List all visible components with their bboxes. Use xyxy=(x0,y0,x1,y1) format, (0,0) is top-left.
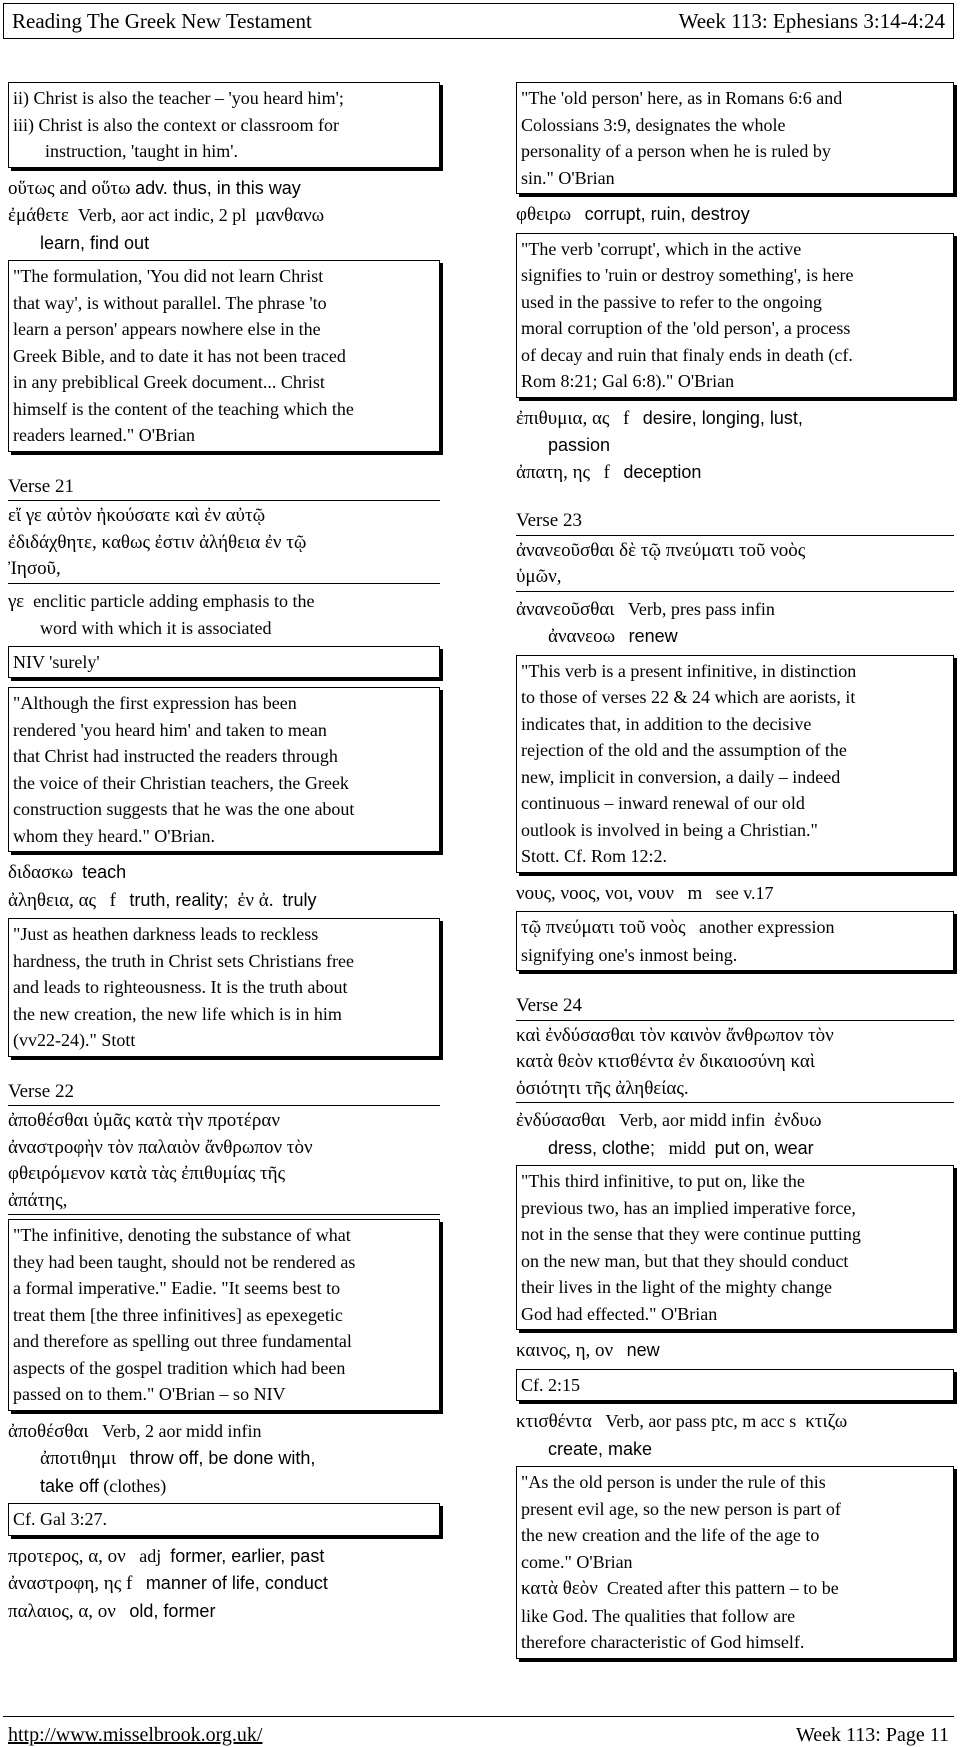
quote-line: like God. The qualities that follow are xyxy=(521,1605,796,1626)
vocab-gloss: desire, longing, lust, xyxy=(642,407,803,428)
vocab-greek: γε xyxy=(8,590,25,612)
vocab-parse: Verb, aor pass ptc, m acc s xyxy=(605,1411,797,1431)
vocab-entry xyxy=(516,1408,954,1436)
vocab-gloss: truth, reality; xyxy=(129,889,229,910)
vocab-greek: καινος, η, ον xyxy=(516,1340,614,1361)
note-line: Cf. 2:15 xyxy=(521,1374,581,1395)
quote-line: therefore characteristic of God himself. xyxy=(521,1632,805,1652)
vocab-gloss: passion xyxy=(548,435,611,455)
vocab-entry xyxy=(516,1135,954,1162)
vocab-entry xyxy=(516,459,954,487)
vocab-pos: f xyxy=(622,407,630,429)
quote-line: himself is the content of the teaching which the xyxy=(13,398,354,419)
note-line: Cf. Gal 3:27. xyxy=(13,1509,107,1529)
vocab-greek: ἀληθεια, ας xyxy=(8,889,97,911)
quote-line: whom they heard." O'Brian. xyxy=(13,825,216,846)
vocab-entry xyxy=(8,859,440,887)
verse-heading: Verse 23 xyxy=(516,508,954,536)
quote-box xyxy=(8,687,440,852)
quote-line: that way', is without parallel. The phrase 'to xyxy=(13,292,327,313)
vocab-entry xyxy=(8,1445,440,1473)
quote-line: that Christ had instructed the readers through xyxy=(13,746,338,766)
vocab-gloss: adv. thus, in this way xyxy=(135,177,301,198)
vocab-lexical: ἀνανεοω xyxy=(548,626,616,647)
quote-box xyxy=(516,82,954,194)
vocab-parse: Verb, aor midd infin xyxy=(619,1110,766,1130)
vocab-gloss: enclitic particle adding emphasis to the xyxy=(33,590,315,611)
vocab-entry xyxy=(8,1473,440,1500)
quote-line: Greek Bible, and to date it has not been traced xyxy=(13,345,346,366)
vocab-entry xyxy=(516,1107,954,1135)
vocab-pos: f xyxy=(603,461,610,483)
verse-text-line: ὑμῶν, xyxy=(516,564,954,592)
vocab-greek: οὕτως and οὕτω xyxy=(8,177,131,199)
verse-text-line: ἀποθέσθαι ὑμᾶς κατὰ τὴν προτέραν xyxy=(8,1110,280,1131)
quote-line xyxy=(521,1575,949,1603)
vocab-entry xyxy=(516,1337,954,1365)
vocab-lexical: ἐνδυω xyxy=(774,1110,822,1131)
quote-line: they had been taught, should not be rendered as xyxy=(13,1251,356,1272)
note-line xyxy=(521,914,949,942)
quote-line: the new creation and the life of the age to xyxy=(521,1525,820,1545)
verse-heading: Verse 21 xyxy=(8,474,440,502)
quote-line: rejection of the old and the assumption of the xyxy=(521,740,847,760)
quote-line: previous two, has an implied imperative force, xyxy=(521,1197,856,1218)
vocab-gloss: renew xyxy=(628,626,678,646)
vocab-entry xyxy=(516,880,954,908)
quote-line: "The 'old person' here, as in Romans 6:6 and xyxy=(521,88,843,108)
header-title: Reading The Greek New Testament xyxy=(12,8,312,33)
quote-line: to those of verses 22 & 24 which are aorists, it xyxy=(521,687,856,707)
footer-page-number: Week 113: Page 11 xyxy=(796,1724,949,1746)
footer-rule xyxy=(3,1716,954,1717)
vocab-entry xyxy=(516,201,954,229)
vocab-gloss: teach xyxy=(82,862,127,882)
left-column xyxy=(8,82,440,1625)
page-header xyxy=(3,3,954,39)
vocab-note: (clothes) xyxy=(103,1475,167,1496)
note-line: ii) Christ is also the teacher – 'you heard him'; xyxy=(13,88,344,108)
quote-line: the voice of their Christian teachers, the Greek xyxy=(13,772,349,793)
quote-box xyxy=(516,1466,954,1659)
note-text: another expression xyxy=(699,917,835,937)
vocab-gloss: throw off, be done with, xyxy=(129,1448,316,1468)
quote-box xyxy=(8,1219,440,1411)
vocab-greek: ἀπατη, ης xyxy=(516,461,591,483)
vocab-gloss: learn, find out xyxy=(40,232,150,253)
quote-line: construction suggests that he was the one about xyxy=(13,799,355,819)
right-column xyxy=(516,82,954,1666)
quote-line: their lives in the light of the mighty change xyxy=(521,1277,832,1297)
quote-line: in any prebiblical Greek document... Christ xyxy=(13,372,325,392)
quote-line: "The infinitive, denoting the substance of what xyxy=(13,1225,351,1245)
verse-heading: Verse 22 xyxy=(8,1079,440,1107)
verse-text-line: ἐδιδάχθητε, καθως ἐστιν ἀλήθεια ἐν τῷ xyxy=(8,531,307,553)
verse-text-line: ἀναστροφὴν τὸν παλαιὸν ἄνθρωπον τὸν xyxy=(8,1136,313,1158)
vocab-phrase: ἐν ἀ. xyxy=(237,889,274,911)
verse-text-line: ὁσιότητι τῆς ἀληθείας. xyxy=(516,1076,954,1104)
quote-line: not in the sense that they were continue putting xyxy=(521,1224,861,1244)
quote-line: learn a person' appears nowhere else in the xyxy=(13,319,321,339)
vocab-pos: adj xyxy=(139,1545,162,1566)
verse-text-line: ἀνανεοῦσθαι δὲ τῷ πνεύματι τοῦ νοὸς xyxy=(516,539,806,561)
quote-line: on the new man, but that they should conduct xyxy=(521,1250,849,1271)
vocab-phrase-gloss: truly xyxy=(282,889,317,910)
vocab-entry xyxy=(516,623,954,651)
vocab-entry xyxy=(8,588,440,616)
vocab-voice: midd xyxy=(668,1137,706,1158)
header-week: Week 113: Ephesians 3:14-4:24 xyxy=(678,8,945,33)
vocab-greek: διδασκω xyxy=(8,862,74,883)
vocab-gloss: dress, clothe; xyxy=(548,1137,656,1158)
quote-line: aspects of the gospel tradition which had been xyxy=(13,1357,346,1378)
quote-line: and therefore as spelling out three fundamental xyxy=(13,1331,352,1351)
quote-line: outlook is involved in being a Christian." xyxy=(521,819,818,840)
vocab-lexical: ἀποτιθημι xyxy=(40,1448,117,1469)
quote-line: Rom 8:21; Gal 6:8)." O'Brian xyxy=(521,371,735,391)
quote-box xyxy=(516,1165,954,1330)
quote-line: present evil age, so the new person is part of xyxy=(521,1498,841,1519)
vocab-greek: ἀνανεοῦσθαι xyxy=(516,598,615,620)
quote-line: sin." O'Brian xyxy=(521,167,615,188)
note-text: Created after this pattern – to be xyxy=(606,1578,839,1598)
vocab-pos: f xyxy=(109,889,116,911)
note-line: signifying one's inmost being. xyxy=(521,944,738,965)
quote-line: rendered 'you heard him' and taken to mean xyxy=(13,719,327,740)
vocab-greek: νους, νοος, νοι, νουν xyxy=(516,882,674,904)
vocab-entry xyxy=(8,1543,440,1571)
vocab-lexical: μανθανω xyxy=(255,205,325,226)
quote-line: signifies to 'ruin or destroy something', is here xyxy=(521,265,854,285)
quote-line: "As the old person is under the rule of this xyxy=(521,1472,826,1492)
quote-line: "The verb 'corrupt', which in the active xyxy=(521,238,802,259)
vocab-gloss: put on, wear xyxy=(714,1137,814,1158)
quote-box xyxy=(8,260,440,452)
note-box xyxy=(516,1369,954,1402)
note-box xyxy=(516,911,954,971)
page-footer xyxy=(3,1724,954,1747)
verse-text-line: ἀπάτης, xyxy=(8,1188,440,1216)
footer-website-link[interactable]: http://www.misselbrook.org.uk/ xyxy=(8,1724,263,1746)
vocab-greek: φθειρω xyxy=(516,204,572,225)
vocab-greek: ἀναστροφη, ης f xyxy=(8,1573,133,1594)
quote-line: readers learned." O'Brian xyxy=(13,425,196,445)
vocab-gloss: former, earlier, past xyxy=(170,1545,325,1566)
quote-line: "The formulation, 'You did not learn Christ xyxy=(13,266,324,286)
vocab-gloss: new xyxy=(626,1340,660,1360)
note-line: iii) Christ is also the context or classroom for xyxy=(13,114,339,135)
vocab-parse: Verb, aor act indic, 2 pl xyxy=(77,205,247,225)
quote-line: Stott. Cf. Rom 12:2. xyxy=(521,846,668,866)
quote-line: God had effected." O'Brian xyxy=(521,1303,718,1324)
vocab-pos: m xyxy=(687,882,703,904)
quote-line: the new creation, the new life which is in him xyxy=(13,1003,342,1024)
vocab-parse: Verb, pres pass infin xyxy=(627,598,775,619)
quote-line: continuous – inward renewal of our old xyxy=(521,793,805,813)
quote-line: personality of a person when he is ruled by xyxy=(521,141,831,161)
quote-line: moral corruption of the 'old person', a process xyxy=(521,318,851,338)
vocab-gloss: see v.17 xyxy=(715,882,774,903)
vocab-gloss: word with which it is associated xyxy=(40,618,272,638)
note-box xyxy=(8,646,440,679)
vocab-gloss: old, former xyxy=(129,1600,216,1621)
vocab-greek: προτερος, α, ον xyxy=(8,1545,126,1567)
vocab-greek: παλαιος, α, ον xyxy=(8,1600,116,1622)
quote-line: of decay and ruin that finaly ends in death (cf. xyxy=(521,344,853,365)
quote-box xyxy=(516,233,954,398)
vocab-greek: ἀποθέσθαι xyxy=(8,1420,89,1442)
note-box xyxy=(8,1503,440,1536)
vocab-entry xyxy=(8,1570,440,1598)
quote-line: used in the passive to refer to the ongoing xyxy=(521,291,822,312)
vocab-greek: κτισθέντα xyxy=(516,1411,592,1432)
quote-line: "Just as heathen darkness leads to reckless xyxy=(13,924,319,944)
verse-text-line: Ἰησοῦ, xyxy=(8,556,440,584)
vocab-entry xyxy=(516,596,954,624)
quote-line: passed on to them." O'Brian – so NIV xyxy=(13,1384,286,1404)
vocab-greek: ἐνδύσασθαι xyxy=(516,1110,606,1131)
quote-line: hardness, the truth in Christ sets Christians free xyxy=(13,950,354,971)
quote-line: treat them [the three infinitives] as epexegetic xyxy=(13,1304,343,1325)
verse-heading: Verse 24 xyxy=(516,993,954,1021)
vocab-gloss: deception xyxy=(623,461,702,482)
vocab-gloss: manner of life, conduct xyxy=(145,1573,328,1593)
note-line: NIV 'surely' xyxy=(13,651,100,672)
verse-text-line: φθειρόμενον κατὰ τὰς ἐπιθυμίας τῆς xyxy=(8,1163,286,1184)
quote-line: "This third infinitive, to put on, like the xyxy=(521,1171,805,1191)
quote-line: come." O'Brian xyxy=(521,1551,633,1572)
quote-box xyxy=(516,655,954,873)
vocab-entry xyxy=(8,175,440,203)
quote-line: indicates that, in addition to the decisive xyxy=(521,713,812,734)
quote-line: (vv22-24)." Stott xyxy=(13,1030,136,1050)
quote-line: "Although the first expression has been xyxy=(13,693,297,713)
note-box xyxy=(8,82,440,168)
vocab-entry xyxy=(8,887,440,915)
quote-line: Colossians 3:9, designates the whole xyxy=(521,114,786,135)
vocab-entry xyxy=(8,1598,440,1626)
verse-text-line: κατὰ θεὸν κτισθέντα ἐν δικαιοσύνη καὶ xyxy=(516,1051,815,1072)
quote-line: new, implicit in conversion, a daily – indeed xyxy=(521,766,841,787)
verse-text-line: εἴ γε αὐτὸν ἠκούσατε καὶ ἐν αὐτῷ xyxy=(8,505,266,526)
vocab-lexical: κτιζω xyxy=(805,1411,848,1432)
vocab-entry xyxy=(516,405,954,433)
note-line: instruction, 'taught in him'. xyxy=(45,141,238,161)
quote-box xyxy=(8,918,440,1057)
vocab-entry xyxy=(8,202,440,230)
vocab-greek: ἐπιθυμια, ας xyxy=(516,407,610,429)
vocab-greek: ἐμάθετε xyxy=(8,205,69,226)
verse-text-line: καὶ ἐνδύσασθαι τὸν καινὸν ἄνθρωπον τὸν xyxy=(516,1024,834,1046)
vocab-gloss: take off xyxy=(40,1475,99,1496)
vocab-gloss: create, make xyxy=(548,1438,653,1459)
quote-line: and leads to righteousness. It is the truth about xyxy=(13,977,348,997)
vocab-parse: Verb, 2 aor midd infin xyxy=(102,1420,262,1441)
vocab-gloss: corrupt, ruin, destroy xyxy=(584,204,750,224)
note-greek: τῷ πνεύματι τοῦ νοὸς xyxy=(521,917,686,938)
vocab-entry xyxy=(8,1418,440,1446)
note-greek: κατὰ θεὸν xyxy=(521,1578,598,1599)
quote-line: "This verb is a present infinitive, in distinction xyxy=(521,660,857,681)
quote-line: a formal imperative." Eadie. "It seems best to xyxy=(13,1278,341,1298)
